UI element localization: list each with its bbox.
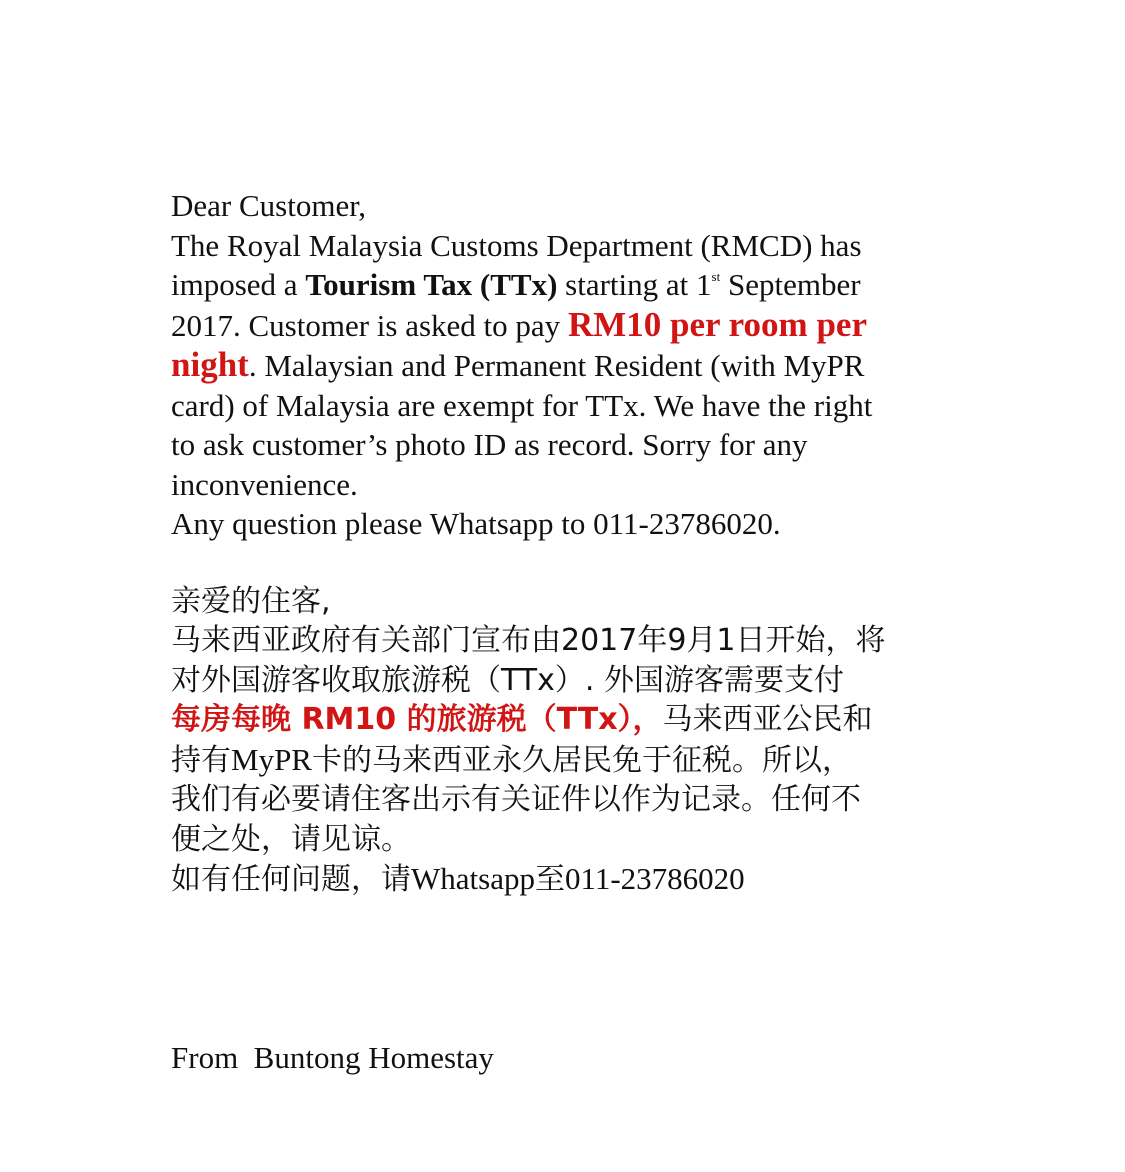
notice-body: [171, 186, 971, 900]
contact-zh: 如有任何问题，请Whatsapp至011-23786020: [171, 861, 745, 897]
tax-name: Tourism Tax (TTx): [305, 267, 558, 302]
tax-rate-highlight-cont: night: [171, 345, 249, 384]
contact-en: Any question please Whatsapp to 011-23786020.: [171, 506, 781, 541]
ordinal-suffix: st: [711, 269, 721, 284]
signature: From Buntong Homestay: [171, 1040, 494, 1075]
tax-rate-highlight-zh: 每房每晚 RM10 的旅游税（TTx），: [171, 702, 663, 737]
salutation-en: Dear Customer,: [171, 188, 367, 223]
salutation-zh: 亲爱的住客,: [171, 583, 331, 619]
chinese-section: 亲爱的住客, 马来西亚政府有关部门宣布由2017年9月1日开始，将 对外国游客收取旅游税（TTx）. 外国游客需要支付 每房每晚 RM10 的旅游税（TTx），马来西亚公民和 持有MyPR卡的马来西亚永久居民免于征税。所以， 我们有必要请住客出示有关证件以作为记录。任何不 便之处，请见谅。 如有任何问题，请Whatsapp至011-23786020: [171, 583, 886, 897]
paragraph-line: The Royal Malaysia Customs Department (RMCD) has: [171, 227, 862, 263]
tax-rate-highlight: RM10 per room per: [567, 304, 867, 344]
english-section: Dear Customer, The Royal Malaysia Customs Department (RMCD) has imposed a Tourism Tax (TTx) starting at 1st September 2017. Customer is asked to pay RM10 per room per night. Malaysian and Permanent Resident (with MyPR card) of Malaysia are exempt for TTx. We have the right to ask customer’s photo ID as record. Sorry for any inconvenience. Any question please Whatsapp to 011-23786020.: [171, 188, 873, 541]
